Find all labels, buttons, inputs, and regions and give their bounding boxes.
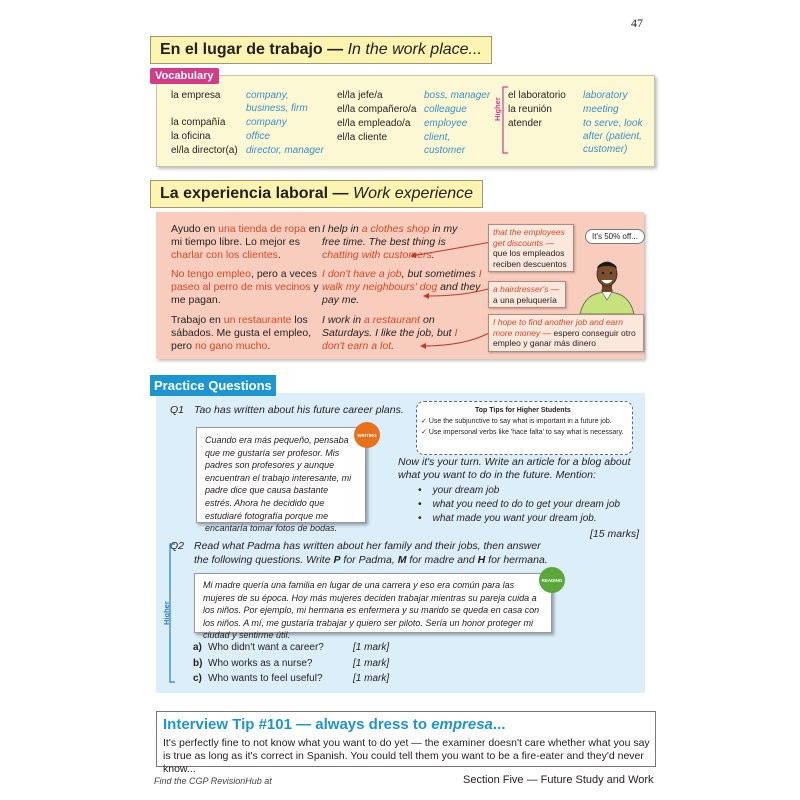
heading-spanish: La experiencia laboral <box>160 185 329 202</box>
vocab-translation: company, <box>246 90 289 101</box>
vocab-word: el/la cliente <box>337 132 388 143</box>
callout-discounts: that the employees get discounts — que los empleados reciben descuentos <box>488 224 574 272</box>
vocab-word: la oficina <box>171 131 211 142</box>
question-1-text: Tao has written about his future career plans. <box>194 404 404 416</box>
experience-box <box>156 212 644 359</box>
vocab-translation: after (patient, <box>583 131 642 142</box>
heading-translation: In the work place... <box>347 41 482 58</box>
top-tips-box <box>416 401 633 455</box>
q1-task-text: Now it's your turn. Write an article for a blog about what you want to do in the future. Mention: <box>398 456 631 481</box>
bullet-icon: • <box>418 499 422 510</box>
arrow <box>411 237 499 256</box>
higher-label: Higher <box>493 97 502 121</box>
practice-questions-box <box>156 393 645 693</box>
vocab-word: la empresa <box>171 90 221 101</box>
english-paragraph-1: I help in a clothes shop in my free time. The best thing is chatting with customers. <box>322 223 458 261</box>
vocab-word: el/la jefe/a <box>337 90 383 101</box>
writing-stamp: WRITING <box>354 422 380 448</box>
footer-right: Section Five — Future Study and Work <box>463 774 654 786</box>
q2-higher-label: Higher <box>162 601 171 625</box>
callout-another-job: I hope to find another job and earn more money — espero conseguir otro empleo y ganar más dinero <box>488 314 644 352</box>
vocab-translation: director, manager <box>246 145 324 156</box>
vocab-translation: office <box>246 131 270 142</box>
vocab-translation: laboratory <box>583 90 628 101</box>
spanish-paragraph-2: No tengo empleo, pero a veces paseo al perro de mis vecinos y me pagan. <box>171 268 319 306</box>
bullet-icon: • <box>418 513 422 524</box>
bullet-item: • your dream job <box>418 485 500 496</box>
top-tips-title: Top Tips for Higher Students <box>475 407 571 414</box>
arrow <box>424 289 488 296</box>
vocab-translation: colleague <box>424 104 467 115</box>
spanish-paragraph-3: Trabajo en un restaurante los sábados. Me gusta el empleo, pero no gano mucho. <box>171 314 312 352</box>
spanish-paragraph-1: Ayudo en una tienda de ropa en mi tiempo libre. Lo mejor es charlar con los clientes. <box>171 223 321 261</box>
bullet-item: • what you need to do to get your dream job <box>418 499 620 510</box>
tip-item: ✓ Use impersonal verbs like 'hace falta' to say what is necessary. <box>421 429 624 436</box>
question-2-line2: the following questions. Write P for Padma, M for madre and H for hermana. <box>194 554 548 566</box>
check-icon: ✓ <box>421 418 427 425</box>
callout-hairdresser: a hairdresser's — a una peluquería <box>488 281 566 308</box>
list-item: c) Who wants to feel useful? [1 mark] <box>193 673 390 684</box>
speech-bubble: It's 50% off... <box>585 229 645 244</box>
arrow <box>421 332 491 346</box>
footer-left: Find the CGP RevisionHub at <box>154 776 272 786</box>
vocabulary-box <box>156 75 655 167</box>
page-number: 47 <box>631 16 643 30</box>
question-1-number: Q1 <box>170 404 185 416</box>
list-item: b) Who works as a nurse? [1 mark] <box>193 657 390 669</box>
interview-tip-body: It's perfectly fine to not know what you want to do yet — the examiner doesn't care whether what you say is true as long as it's correct in Spanish. You could tell them you want to be a fire-eater and they'd never know... <box>163 737 650 775</box>
q2-question-list <box>193 640 423 687</box>
vocab-translation: client, <box>424 132 451 143</box>
bullet-item: • what made you want your dream job. <box>418 513 597 524</box>
list-item: a) Who didn't want a career? [1 mark] <box>193 642 390 653</box>
vocab-word: la reunión <box>508 104 552 115</box>
question-2-number: Q2 <box>170 540 185 552</box>
heading-separator: — <box>322 41 348 58</box>
vocab-translation: to serve, look <box>583 118 643 129</box>
heading-separator: — <box>328 185 353 202</box>
vocab-translation: business, firm <box>246 103 308 114</box>
section-heading-workplace <box>150 36 492 64</box>
q1-text-card: Cuando era más pequeño, pensaba que me gustaría ser profesor. Mis padres son profesores y aunque encuentran el trabajo interesante, mi padre dice que causa bastante estrés. Ahora he decidido que estudiaré fotografía porque me encantaría tomar fotos de bodas. <box>196 427 366 523</box>
heading-spanish: En el lugar de trabajo <box>160 41 323 58</box>
vocab-word: atender <box>508 118 542 129</box>
english-paragraph-2: I don't have a job, but sometimes I walk my neighbours' dog and they pay me. <box>322 268 482 306</box>
practice-questions-tag: Practice Questions <box>150 375 276 396</box>
vocabulary-tag: Vocabulary <box>150 68 219 84</box>
vocab-translation: company <box>246 117 287 128</box>
question-2-line1: Read what Padma has written about her family and their jobs, then answer <box>194 540 541 552</box>
vocab-word: el/la empleado/a <box>337 118 411 129</box>
english-paragraph-3: I work in a restaurant on Saturdays. I like the job, but I don't earn a lot. <box>322 314 458 352</box>
vocab-translation: employee <box>424 118 468 129</box>
check-icon: ✓ <box>421 429 427 436</box>
vocab-word: la compañía <box>171 117 226 128</box>
vocab-word: el/la compañero/a <box>337 104 417 115</box>
vocab-translation: customer <box>424 145 466 156</box>
person-illustration <box>576 254 638 314</box>
heading-translation: Work experience <box>352 185 474 202</box>
vocab-translation: boss, manager <box>424 90 491 101</box>
interview-tip-title: Interview Tip #101 — always dress to empresa... <box>163 716 506 733</box>
q2-text-card: Mi madre quería una familia en lugar de una carrera y eso era común para las mujeres de su época. Hoy más mujeres deciden trabajar mientras su pareja cuida a los niños. Por ejemplo, mi hermana es enfermera y su marido se queda en casa con los niños. A mí, me gustaría trabajar y quiero ser piloto. Sería un honor proteger mi ciudad y sentirme útil. <box>194 573 552 633</box>
vocab-translation: meeting <box>583 104 619 115</box>
q1-marks: [15 marks] <box>590 528 640 540</box>
vocab-translation: customer) <box>583 144 628 155</box>
vocab-word: el laboratorio <box>508 90 566 101</box>
bullet-icon: • <box>418 485 422 496</box>
vocab-word: el/la director(a) <box>171 145 238 156</box>
interview-tip-box <box>156 711 656 775</box>
tip-item: ✓ Use the subjunctive to say what is important in a future job. <box>421 418 612 425</box>
reading-stamp: READING <box>539 567 565 593</box>
section-heading-experience <box>150 180 483 208</box>
